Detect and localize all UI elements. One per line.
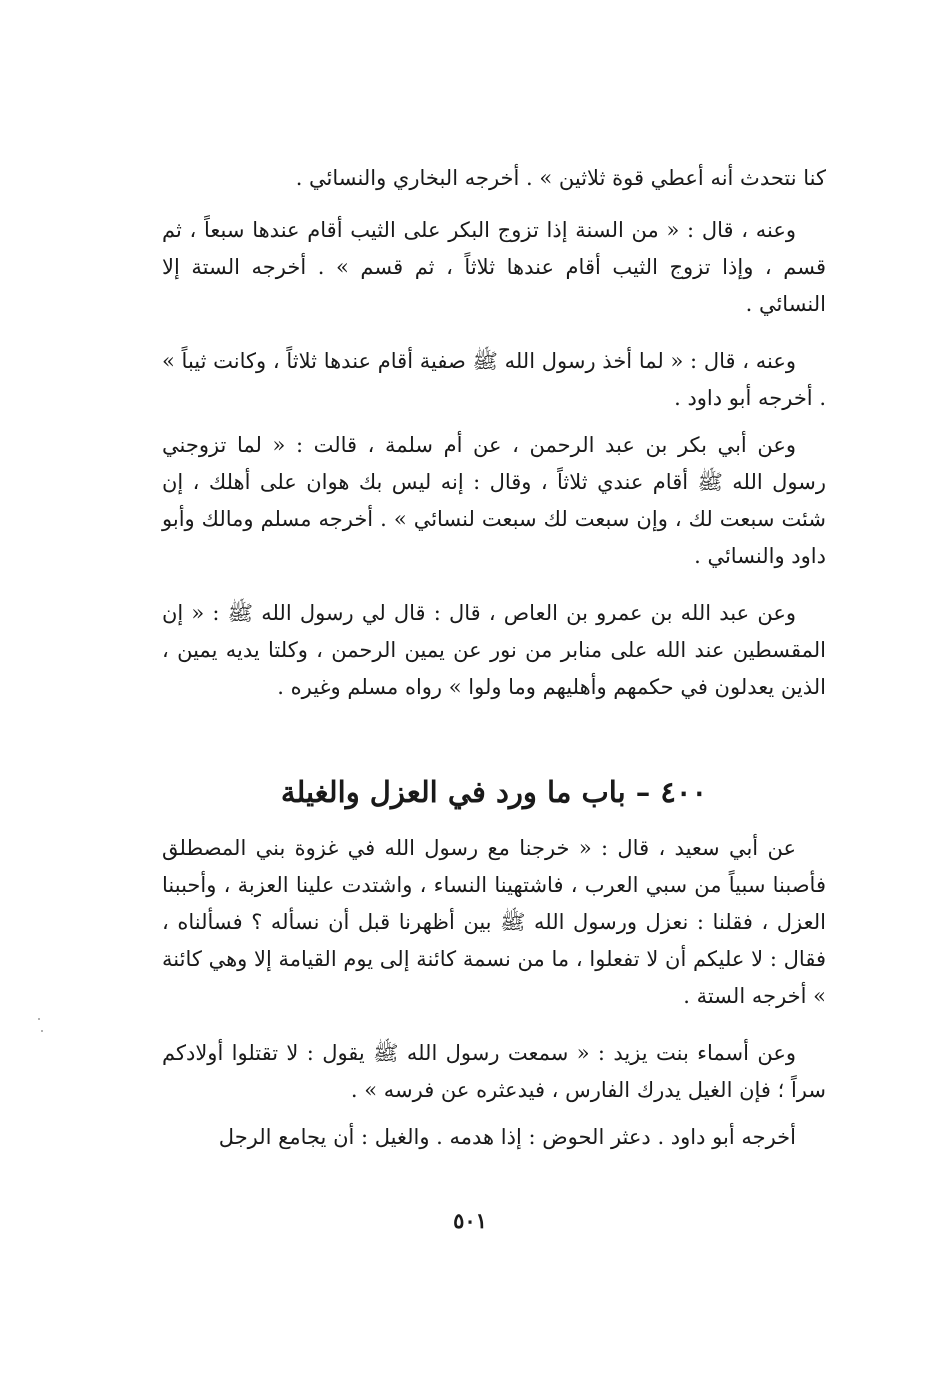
paragraph-5: وعن عبد الله بن عمرو بن العاص ، قال : قال لي رسول الله ﷺ : « إن المقسطين عند الله على منابر من نور عن يمين الرحمن ، وكلتا يديه يمين ، الذين يعدلون في حكمهم وأهليهم وما ولوا » رواه مسلم وغيره . [162,601,826,699]
paragraph-4: وعن أبي بكر بن عبد الرحمن ، عن أم سلمة ، قالت : « لما تزوجني رسول الله ﷺ أقام عندي ثلاثاً ، وقال : إنه ليس بك هوان على أهلك ، إن شئت سبعت لك ، وإن سبعت لك سبعت لنسائي » . أخرجه مسلم ومالك وأبو داود والنسائي . [162,433,826,568]
paragraph-2: وعنه ، قال : « من السنة إذا تزوج البكر على الثيب أقام عندها سبعاً ، ثم قسم ، وإذا تزوج الثيب أقام عندها ثلاثاً ، ثم قسم » . أخرجه الستة إلا النسائي . [162,218,826,316]
chapter-heading: ٤٠٠ – باب ما ورد في العزل والغيلة [280,775,708,809]
scan-speck-dot [41,1030,43,1032]
paragraph-1: كنا نتحدث أنه أعطي قوة ثلاثين » . أخرجه البخاري والنسائي . [295,166,826,190]
scan-speck-dot [38,1018,40,1020]
text-section-top [162,160,826,706]
paragraph-3: وعنه ، قال : « لما أخذ رسول الله ﷺ صفية أقام عندها ثلاثاً ، وكانت ثيباً » . أخرجه أبو داود . [162,349,826,410]
page-number: ٥٠١ [453,1208,487,1233]
paragraph-8: أخرجه أبو داود . دعثر الحوض : إذا هدمه . والغيل : أن يجامع الرجل [218,1125,796,1149]
paragraph-6: عن أبي سعيد ، قال : « خرجنا مع رسول الله في غزوة بني المصطلق فأصبنا سبياً من سبي العرب ، فاشتهينا النساء ، واشتدت علينا العزبة ، وأحببنا العزل ، فقلنا : نعزل ورسول الله ﷺ بين أظهرنا قبل أن نسأله ؟ فسألناه ، فقال : لا عليكم أن لا تفعلوا ، ما من نسمة كائنة إلى يوم القيامة إلا وهي كائنة » أخرجه الستة . [162,836,826,1008]
paragraph-7: وعن أسماء بنت يزيد : « سمعت رسول الله ﷺ يقول : لا تقتلوا أولادكم سراً ؛ فإن الغيل يدرك الفارس ، فيدعثره عن فرسه » . [162,1041,826,1102]
text-section-bottom [162,830,826,1156]
